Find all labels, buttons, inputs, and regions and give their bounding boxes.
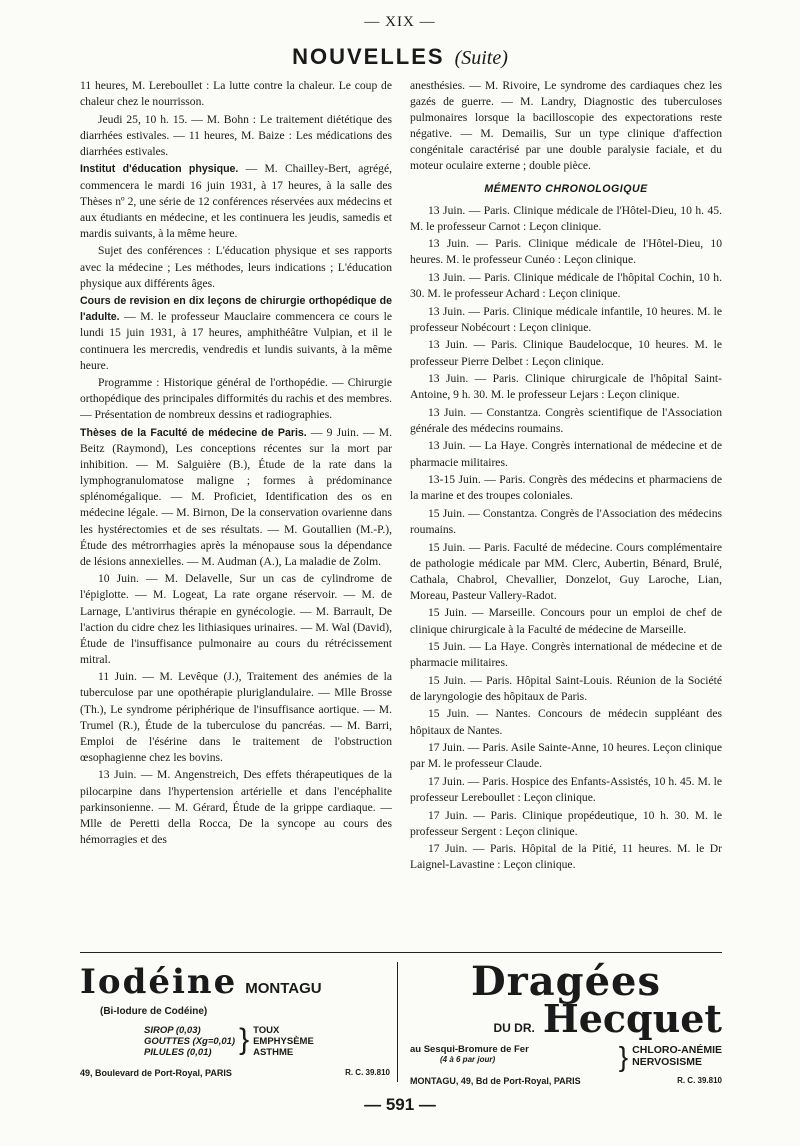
- roman-page-number: — XIX —: [364, 14, 436, 30]
- right-column: [410, 78, 722, 875]
- ad-address: MONTAGU, 49, Bd de Port-Royal, PARIS: [410, 1076, 581, 1086]
- memento-entry: 17 Juin. — Paris. Asile Sainte-Anne, 10 heures. Leçon clinique par M. le professeur Claude.: [410, 741, 722, 771]
- paragraph: Jeudi 25, 10 h. 15. — M. Bohn : Le traitement diététique des diarrhées estivales. — 11 heures, M. Baize : Les médications des diarrhées estivales.: [80, 112, 392, 158]
- ad-rc: R. C. 39.810: [677, 1076, 722, 1085]
- memento-heading: MÉMENTO CHRONOLOGIQUE: [484, 182, 648, 195]
- memento-entry: 15 Juin. — Nantes. Concours de médecin suppléant des hôpitaux de Nantes.: [410, 707, 722, 737]
- memento-entry: 15 Juin. — La Haye. Congrès international de médecine et de pharmacie militaires.: [410, 640, 722, 670]
- ad-dose: (4 à 6 par jour): [440, 1055, 496, 1064]
- ad-address: 49, Boulevard de Port-Royal, PARIS: [80, 1068, 232, 1078]
- paragraph: anesthésies. — M. Rivoire, Le syndrome des cardiaques chez les gazés de guerre. — M. Landry, Diagnostic des tuberculoses pulmonaires lorsque la bacilloscopie des expectorations reste négative. — M. Demailis, Sur un type clinique d'affection congénitale caractérisé par une double paralysie faciale, et du moteur oculaire externe ; double pièce.: [410, 79, 722, 173]
- memento-entry: 13 Juin. — Paris. Clinique Baudelocque, 10 heures. M. le professeur Pierre Delbet : Leçon clinique.: [410, 338, 722, 368]
- ad-address-line: [80, 1068, 390, 1078]
- advertisement-dragees: [410, 958, 722, 1092]
- brace-glyph: }: [618, 1041, 629, 1072]
- paragraph: 11 Juin. — M. Levêque (J.), Traitement des anémies de la tuberculose par une opothérapie pluriglandulaire. — Mlle Brosse (Th.), Le syndrome périphérique de l'insuffisance aortique. — M. Trumel (R.), Étude de la tuberculose du pancréas. — M. Barri, Emploi de l'ésérine dans le traitement de l'obstruction œsophagienne chez les bovins.: [80, 670, 392, 764]
- advertisement-iodeine: [80, 962, 390, 1092]
- ad-use-item: ASTHME: [253, 1047, 294, 1058]
- ad-form-item: PILULES (0,01): [144, 1047, 212, 1058]
- ad-description: [410, 1041, 722, 1072]
- memento-entry: 13 Juin. — Constantza. Congrès scientifique de l'Association générale des médecins roumains.: [410, 405, 722, 435]
- memento-entry: 17 Juin. — Paris. Hôpital de la Pitié, 11 heures. M. le Dr Laignel-Lavastine : Leçon clinique.: [410, 842, 722, 872]
- memento-entry: 15 Juin. — Paris. Hôpital Saint-Louis. Réunion de la Société de laryngologie des hôpitaux de Paris.: [410, 673, 722, 703]
- section-heading: Institut d'éducation physique.: [80, 163, 239, 176]
- left-column: [80, 78, 392, 849]
- divider-rule: [80, 952, 722, 953]
- ad-brand-name: Iodéine: [80, 962, 238, 1002]
- memento-entry: 13 Juin. — Paris. Clinique médicale de l'Hôtel-Dieu, 10 heures. M. le professeur Cunéo : Leçon clinique.: [410, 237, 722, 267]
- memento-entry: 13 Juin. — La Haye. Congrès international de médecine et de pharmacie militaires.: [410, 439, 722, 469]
- paragraph-text: — 9 Juin. — M. Beitz (Raymond), Les conceptions récentes sur la mort par inhibition. — M. Salguière (B.), Étude de la rate dans la lymphogranulomatose maligne ; formes à prédominance splénomégalique. — M. Proficiet, Identification des os en médecine légale. — M. Birnon, De la conservation ovarienne dans les hystérectomies et de ses résultats. — M. Goutallien (M.-P.), Étude des métrorrhagies après la ménopause sous la dépendance de lésions annexielles. — M. Audman (A.), La maladie de Zolm.: [80, 425, 392, 568]
- ad-maker-name: MONTAGU: [245, 980, 322, 997]
- ad-use-item: TOUX: [253, 1025, 280, 1036]
- ad-form-item: SIROP (0,03): [144, 1025, 201, 1036]
- paragraph: 10 Juin. — M. Delavelle, Sur un cas de cylindrome de l'épiglotte. — M. Logeat, La rate organe réservoir. — M. de Larnage, L'antivirus thérapie en gynécologie. — M. Barrault, De l'action du cidre chez les lithiasiques urinaires. — M. Wal (David), Étude de l'insuffisance pulmonaire au cours du rétrécissement mitral.: [80, 572, 392, 666]
- ad-doctor-prefix: DU DR.: [493, 1021, 535, 1035]
- ad-brand-surname: Hecquet: [542, 996, 722, 1041]
- memento-entry: 15 Juin. — Paris. Faculté de médecine. Cours complémentaire de pathologie médicale par MM. Clerc, Aubertin, Bénard, Brulé, Cathala, Chabrol, Chevallier, Donzelot, Guy Laroche, Lian, Moreau, Pasteur Vallery-Radot.: [410, 540, 722, 602]
- ad-use-item: NERVOSISME: [632, 1056, 702, 1068]
- ad-subtitle: (Bi-Iodure de Codéine): [100, 1006, 208, 1017]
- memento-entry: 13 Juin. — Paris. Clinique chirurgicale de l'hôpital Saint-Antoine, 9 h. 30. M. le professeur Lejars : Leçon clinique.: [410, 372, 722, 402]
- ad-divider: [397, 962, 398, 1082]
- page-number: — 591 —: [364, 1095, 436, 1114]
- paragraph: 13 Juin. — M. Angenstreich, Des effets thérapeutiques de la pilocarpine dans l'hypertension artérielle et dans l'encéphalite parkinsonienne. — M. Gérard, Étude de la grippe cardiaque. — Mlle de Peretti della Rocca, De la syncope au cours des hémorragies et des: [80, 768, 392, 846]
- brace-glyph: }: [239, 1023, 250, 1056]
- paragraph-text: — M. Chailley-Bert, agrégé, commencera le mardi 16 juin 1931, à 17 heures, à la salle des Thèses nº 2, une série de 12 conférences réservées aux médecins et aux étudiants en médecine, et les continuera les jeudis, samedis et mardis suivants, à la même heure.: [80, 162, 392, 240]
- paragraph: [80, 425, 392, 570]
- ad-rc: R. C. 39.810: [345, 1068, 390, 1077]
- paragraph: 11 heures, M. Lereboullet : La lutte contre la chaleur. Le coup de chaleur chez le nourrisson.: [80, 79, 392, 109]
- paragraph: [80, 293, 392, 373]
- ad-forms: [144, 1025, 390, 1058]
- memento-list: [410, 203, 722, 874]
- memento-entry: 13 Juin. — Paris. Clinique médicale infantile, 10 heures. M. le professeur Nobécourt : Leçon clinique.: [410, 304, 722, 334]
- memento-entry: 15 Juin. — Constantza. Congrès de l'Association des médecins roumains.: [410, 506, 722, 536]
- ad-desc-text: au Sesqui-Bromure de Fer: [410, 1044, 529, 1055]
- memento-entry: 13 Juin. — Paris. Clinique médicale de l'Hôtel-Dieu, 10 h. 45. M. le professeur Carnot : Leçon clinique.: [410, 203, 722, 233]
- memento-entry: 13 Juin. — Paris. Clinique médicale de l'hôpital Cochin, 10 h. 30. M. le professeur Achard : Leçon clinique.: [410, 271, 722, 301]
- paragraph: Sujet des conférences : L'éducation physique et ses rapports avec la médecine ; Les méthodes, leurs indications ; L'éducation physique aux différents âges.: [80, 244, 392, 290]
- section-title: [0, 44, 800, 70]
- memento-entry: 15 Juin. — Marseille. Concours pour un emploi de chef de clinique chirurgicale à la Faculté de médecine de Marseille.: [410, 606, 722, 636]
- ad-use-item: CHLORO-ANÉMIE: [632, 1044, 722, 1056]
- title-main: NOUVELLES: [292, 44, 445, 69]
- section-heading: Thèses de la Faculté de médecine de Paris.: [80, 426, 307, 439]
- section-heading: Cours de revision en dix leçons de chirurgie orthopédique de l'adulte.: [80, 295, 392, 324]
- paragraph-text: — M. le professeur Mauclaire commencera ce cours le lundi 15 juin 1931, à 17 heures, amphithéâtre Vulpian, et il le continuera les mercredis, vendredis et lundis suivants, à la même heure.: [80, 310, 392, 372]
- memento-entry: 17 Juin. — Paris. Clinique propédeutique, 10 h. 30. M. le professeur Sergent : Leçon clinique.: [410, 808, 722, 838]
- memento-entry: 17 Juin. — Paris. Hospice des Enfants-Assistés, 10 h. 45. M. le professeur Lereboullet : Leçon clinique.: [410, 774, 722, 804]
- ad-use-item: EMPHYSÈME: [253, 1036, 314, 1047]
- ad-brand-name: Dragées: [470, 958, 662, 1005]
- memento-entry: 13-15 Juin. — Paris. Congrès des médecins et pharmaciens de la marine et des troupes coloniales.: [410, 473, 722, 503]
- ad-address-line: [410, 1076, 722, 1086]
- paragraph: Programme : Historique général de l'orthopédie. — Chirurgie orthopédique des principales difformités du rachis et des membres. — Présentation de nombreux dessins et radiographies.: [80, 376, 392, 422]
- title-suite: (Suite): [454, 47, 508, 69]
- ad-form-item: GOUTTES (Xg=0,01): [144, 1036, 236, 1047]
- paragraph: [80, 161, 392, 241]
